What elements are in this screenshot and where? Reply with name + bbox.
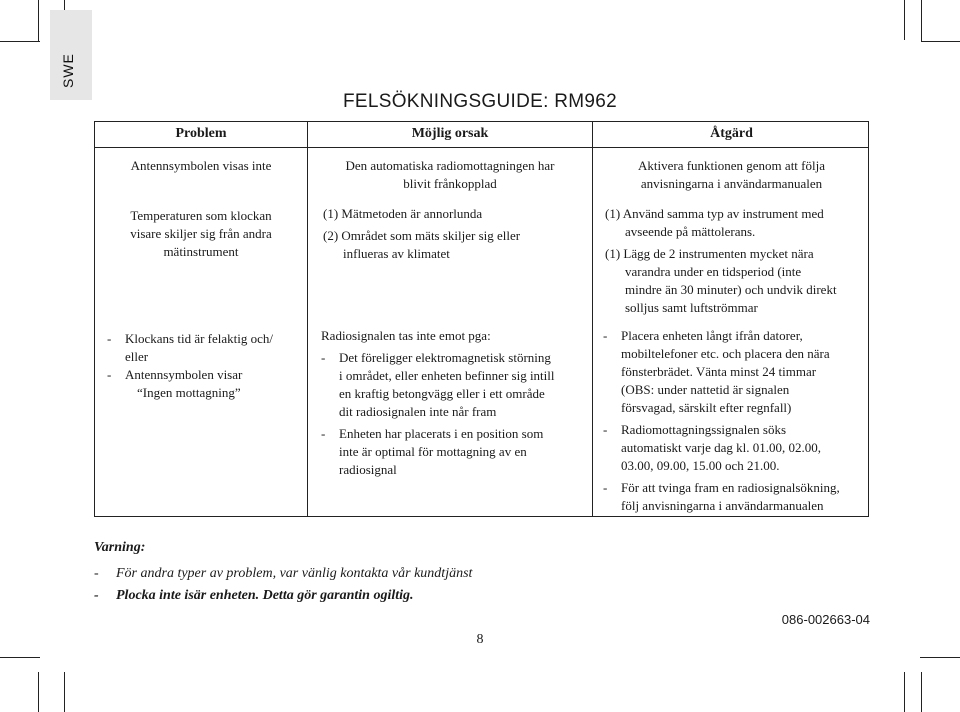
row3-problem-1: - Klockans tid är felaktig och/ eller	[107, 331, 274, 364]
row1-cause: Den automatiska radiomottagningen har blivit frånkopplad	[345, 158, 555, 191]
page-number: 8	[476, 632, 484, 647]
row3-action	[603, 327, 868, 515]
row3-action-3: - För att tvinga fram en radiosignalsökning, följ anvisningarna i användarmanualen	[603, 480, 840, 513]
row2-action: (1) Använd samma typ av instrument med avseende på mättolerans. (1) Lägg de 2 instrumenten mycket nära varandra under en tidsperiod (inte mindre än 30 minuter) och undvik direkt solljus samt luftströmmar	[605, 205, 867, 317]
row3-problem	[107, 330, 302, 402]
warning-item-2: - Plocka inte isär enheten. Detta gör garantin ogiltig.	[94, 588, 414, 603]
row1-problem: Antennsymbolen visas inte	[130, 158, 272, 173]
language-tab	[50, 10, 92, 100]
row1-action: Aktivera funktionen genom att följa anvisningarna i användarmanualen	[637, 158, 825, 191]
row2-action-2: (1) Lägg de 2 instrumenten mycket nära	[605, 246, 814, 261]
warning-heading: Varning:	[94, 540, 146, 555]
row3-action-2: - Radiomottagningssignalen söks automatiskt varje dag kl. 01.00, 02.00, 03.00, 09.00, 15.00 och 21.00.	[603, 422, 822, 473]
troubleshooting-table	[94, 121, 869, 517]
page-title: FELSÖKNINGSGUIDE: RM962	[342, 91, 618, 112]
header-problem: Problem	[175, 126, 227, 141]
row2-cause-1: (1) Mätmetoden är annorlunda	[323, 206, 483, 221]
warning-item-1: - För andra typer av problem, var vänlig kontakta vår kundtjänst	[94, 566, 473, 581]
row2-cause-2: (2) Området som mäts skiljer sig eller	[323, 228, 521, 243]
row2-problem: Temperaturen som klockan visare skiljer sig från andra mätinstrument	[130, 208, 272, 259]
header-action: Åtgärd	[710, 126, 753, 141]
row3-cause-intro: Radiosignalen tas inte emot pga:	[321, 328, 491, 343]
language-label: SWE	[60, 53, 76, 88]
header-cause: Möjlig orsak	[411, 126, 489, 141]
warning-section	[94, 537, 472, 607]
row3-problem-2: - Antennsymbolen visar “Ingen mottagning”	[107, 367, 243, 400]
row2-action-1: (1) Använd samma typ av instrument med	[605, 206, 824, 221]
row3-cause	[321, 327, 587, 479]
row3-cause-1: - Det föreligger elektromagnetisk störning i området, eller enheten befinner sig intill en kraftig betongvägg eller i ett område dit radiosignalen inte når fram	[321, 350, 555, 419]
row2-cause: (1) Mätmetoden är annorlunda (2) Området som mäts skiljer sig eller influeras av klimatet	[323, 205, 588, 263]
row3-action-1: - Placera enheten långt ifrån datorer, mobiltelefoner etc. och placera den nära fönsterbrädet. Vänta minst 24 timmar (OBS: under nattetid är signalen försvagad, särskilt efter regnfall)	[603, 328, 830, 415]
document-number: 086-002663-04	[781, 612, 870, 627]
row3-cause-2: - Enheten har placerats i en position som inte är optimal för mottagning av en radiosignal	[321, 426, 544, 477]
